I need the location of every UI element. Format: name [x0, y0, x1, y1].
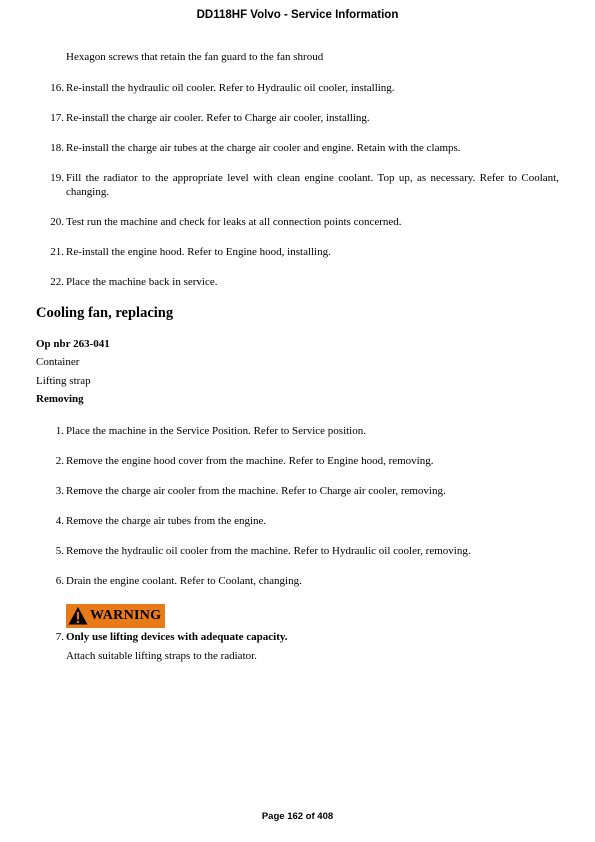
step-number: 20.	[50, 216, 64, 228]
step-21	[36, 245, 559, 259]
step-text: Remove the charge air cooler from the machine. Refer to Charge air cooler, removing.	[66, 485, 446, 497]
step-text: Remove the hydraulic oil cooler from the machine. Refer to Hydraulic oil cooler, removing.	[66, 545, 471, 557]
step-17	[36, 111, 559, 125]
step-text: Drain the engine coolant. Refer to Coolant, changing.	[66, 575, 302, 587]
step-text: Remove the charge air tubes from the engine.	[66, 515, 267, 527]
tool-container: Container	[36, 356, 80, 368]
step-number: 5.	[55, 545, 64, 557]
step-number: 7.	[55, 631, 64, 643]
footer-page-number: 162	[287, 811, 304, 822]
warning-label: WARNING	[90, 608, 162, 623]
step-16	[36, 81, 559, 95]
step-number: 3.	[55, 485, 64, 497]
step-2	[36, 454, 559, 468]
footer-prefix: Page	[261, 811, 288, 822]
intro-text: Hexagon screws that retain the fan guard to the fan shroud	[66, 51, 324, 63]
step-18	[36, 141, 559, 155]
step-22	[36, 275, 559, 289]
op-number: Op nbr 263-041	[36, 338, 110, 350]
step-text: Re-install the charge air cooler. Refer to Charge air cooler, installing.	[66, 112, 370, 124]
step-number: 1.	[55, 425, 64, 437]
subheading-removing: Removing	[36, 393, 84, 405]
step-number: 4.	[55, 515, 64, 527]
section-title: Cooling fan, replacing	[36, 305, 174, 321]
step-number: 2.	[55, 455, 64, 467]
step-7-detail: Attach suitable lifting straps to the radiator.	[66, 650, 257, 662]
step-text: Remove the engine hood cover from the machine. Refer to Engine hood, removing.	[66, 455, 434, 467]
page-footer	[0, 811, 595, 822]
step-4	[36, 514, 559, 528]
step-3	[36, 484, 559, 498]
step-number: 22.	[50, 276, 64, 288]
step-number: 17.	[50, 112, 64, 124]
step-7	[36, 630, 559, 644]
step-text: Re-install the engine hood. Refer to Engine hood, installing.	[66, 246, 331, 258]
step-text: Re-install the hydraulic oil cooler. Refer to Hydraulic oil cooler, installing.	[66, 82, 395, 94]
step-text: Place the machine back in service.	[66, 276, 218, 288]
step-text: Test run the machine and check for leaks at all connection points concerned.	[66, 216, 402, 228]
step-number: 19.	[50, 172, 64, 184]
step-warning-text: Only use lifting devices with adequate capacity.	[66, 631, 288, 643]
step-text: Re-install the charge air tubes at the charge air cooler and engine. Retain with the clamps.	[66, 142, 461, 154]
footer-total-pages: 408	[317, 811, 334, 822]
step-number: 21.	[50, 246, 64, 258]
step-1	[36, 424, 559, 438]
step-6	[36, 574, 559, 588]
step-5	[36, 544, 559, 558]
step-text: Place the machine in the Service Position. Refer to Service position.	[66, 425, 366, 437]
footer-mid: of	[303, 811, 318, 822]
warning-triangle-icon	[68, 606, 88, 626]
warning-banner	[66, 604, 165, 628]
step-number: 18.	[50, 142, 64, 154]
tool-lifting-strap: Lifting strap	[36, 375, 91, 387]
page-header-title: DD118HF Volvo - Service Information	[196, 9, 399, 21]
step-text: Fill the radiator to the appropriate level with clean engine coolant. Top up, as necessary. Refer to Coolant, changing.	[66, 172, 559, 198]
step-19	[36, 171, 559, 199]
step-number: 6.	[55, 575, 64, 587]
step-number: 16.	[50, 82, 64, 94]
step-20	[36, 215, 559, 229]
